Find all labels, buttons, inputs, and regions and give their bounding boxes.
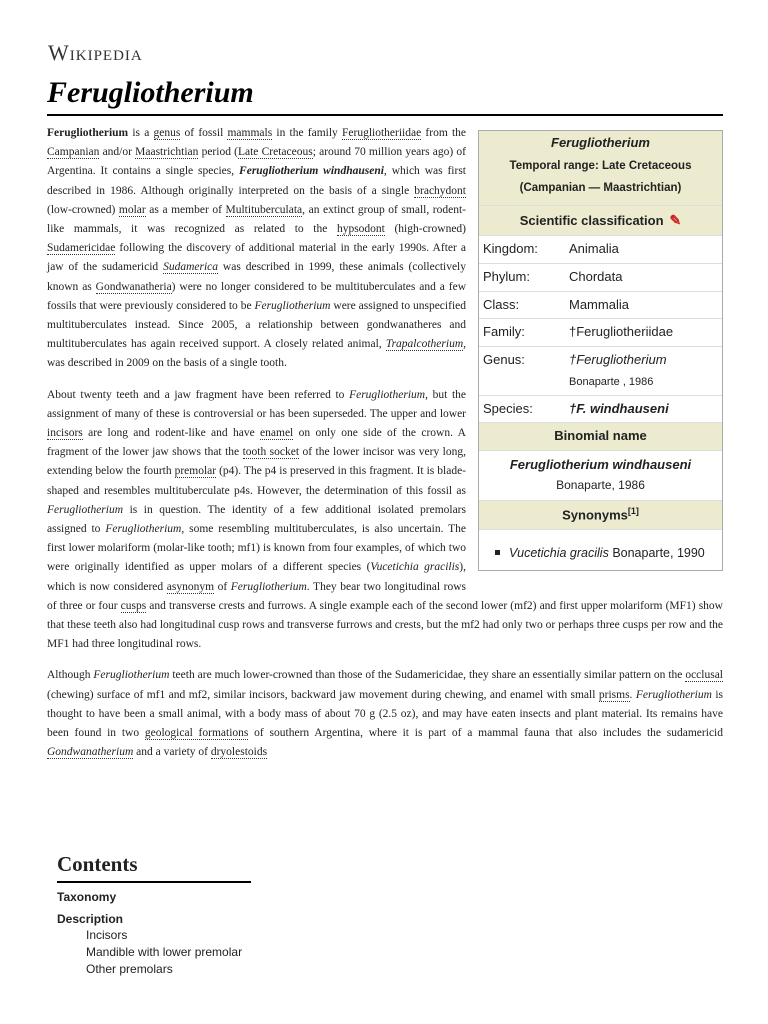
text: is in question. The identity of a few additional isolated premolars assigned to	[47, 503, 466, 536]
synonym-authority[interactable]: Bonaparte, 1990	[612, 546, 705, 561]
text: and a variety of	[133, 746, 211, 759]
text: Vucetichia gracilis	[370, 561, 460, 574]
taxo-authority[interactable]: Bonaparte , 1986	[569, 376, 654, 389]
text: Ferugliotherium	[47, 127, 129, 139]
text: About twenty teeth and a jaw fragment have been referred to	[47, 388, 350, 401]
link-sudamerica[interactable]: Sudamerica	[163, 261, 219, 274]
synonyms-header	[479, 500, 722, 529]
text: is thought to have been a small animal, with a body mass of about 70 g (2.5 oz), and may have eaten insects and plant material. Its remains have been found in two	[47, 688, 724, 740]
text: were assigned to unspecified multituberculates instead. Since 2005, a relationship between gondwanatheres and multituberculates has again received support. A closely related animal,	[47, 299, 466, 351]
edit-pencil-icon[interactable]: ✎	[669, 211, 682, 228]
text: (high-crowned)	[384, 223, 467, 236]
link-multituberculata[interactable]: Multituberculata	[225, 203, 303, 216]
toc-subitem-mandible[interactable]: Mandible with lower premolar	[86, 945, 243, 959]
text: ) were no longer considered to be multituberculates and a few fossils that were previously considered to be	[47, 280, 467, 312]
link-late-cretaceous[interactable]: Late Cretaceous	[237, 146, 313, 159]
binomial-block	[479, 450, 722, 499]
taxo-value[interactable]: Animalia	[569, 240, 619, 256]
link-mammals[interactable]: mammals	[227, 127, 273, 139]
taxo-row-kingdom	[479, 235, 722, 263]
synonyms-label[interactable]: Synonyms	[562, 507, 628, 523]
text: teeth are much lower-crowned than those of the Sudamericidae, they share an essentially similar pattern on the	[169, 669, 686, 682]
text: .	[629, 688, 636, 701]
taxo-label: Genus:	[483, 352, 525, 368]
taxo-label: Kingdom:	[483, 240, 538, 256]
taxobox-name: Ferugliotherium	[551, 135, 650, 150]
link-dryolestoids[interactable]: dryolestoids	[210, 746, 268, 759]
link-molar[interactable]: molar	[118, 203, 146, 216]
temporal-range-value[interactable]: Late Cretaceous	[601, 159, 692, 172]
text: of southern Argentina, where it is part of a mammal fauna that also includes the sudamericid	[248, 727, 723, 740]
link-hypsodont[interactable]: hypsodont	[336, 223, 385, 236]
text: Ferugliotherium	[349, 388, 426, 401]
paragraph-ecology	[47, 666, 723, 762]
link-gondwanatheria[interactable]: Gondwanatheria	[95, 280, 172, 293]
text: from the	[421, 127, 467, 139]
text: and transverse crests and furrows. A single example each of the second lower (mf2) and first upper molariform (MF1) show that these teeth also had longitudinal cusp rows and transverse furrows and crests, but the mf2 had only two or perhaps three cusps per row and the MF1 had three longitudinal rows.	[47, 599, 723, 651]
link-campanian[interactable]: Campanian	[47, 146, 100, 159]
text: Although	[47, 669, 94, 682]
sci-class-label[interactable]: Scientific classification	[519, 212, 664, 228]
taxo-label: Class:	[483, 296, 520, 312]
text: ; around 70 million years ago) of Argentina. It contains a single species,	[47, 146, 466, 178]
link-brachydont[interactable]: brachydont	[414, 184, 466, 197]
taxobox-header	[479, 131, 722, 205]
link-maastrichtian[interactable]: Maastrichtian	[135, 146, 199, 159]
synonym-item	[479, 529, 722, 570]
sci-class-header	[479, 205, 722, 235]
taxo-row-class	[479, 291, 722, 319]
text: Ferugliotherium	[93, 669, 170, 682]
toc-subitem-incisors[interactable]: Incisors	[86, 928, 128, 942]
text: of the lower incisor was very long, extending below the fourth	[47, 446, 466, 478]
text: (low-crowned)	[47, 203, 119, 216]
taxo-row-phylum	[479, 263, 722, 291]
link-trapalcotherium[interactable]: Trapalcotherium	[385, 338, 464, 351]
text: are long and rodent-like and have	[82, 427, 261, 440]
binomial-name: Ferugliotherium windhauseni	[509, 457, 692, 473]
link-tooth-socket[interactable]: tooth socket	[242, 446, 300, 459]
link-sudamericidae[interactable]: Sudamericidae	[47, 242, 116, 255]
text: , but the assignment of many of these is controversial or has been superseded. The upper and lower	[47, 388, 467, 420]
taxo-value[interactable]: Mammalia	[569, 296, 629, 312]
table-of-contents	[57, 852, 251, 978]
link-gondwanatherium[interactable]: Gondwanatherium	[47, 746, 134, 759]
taxo-row-species	[479, 395, 722, 423]
text: Ferugliotherium	[47, 503, 124, 516]
synonyms-ref[interactable]: [1]	[627, 505, 639, 516]
text: as a member of	[145, 203, 226, 216]
text: ), which is now considered	[47, 561, 466, 593]
link-cusps[interactable]: cusps	[120, 599, 147, 612]
text: , which was first described in 1986. Although originally interpreted on the basis of a single	[47, 165, 467, 197]
text: Ferugliotherium	[254, 299, 331, 312]
text: on only one side of the crown. A fragment of the lower jaw shows that the	[47, 427, 466, 459]
link-ferugliotheriidae[interactable]: Ferugliotheriidae	[342, 127, 422, 139]
taxo-label: Family:	[483, 324, 525, 340]
text: Ferugliotherium	[105, 523, 182, 536]
temporal-range	[483, 155, 718, 199]
link-premolar[interactable]: premolar	[174, 465, 217, 478]
link-incisors[interactable]: incisors	[47, 427, 83, 440]
temporal-range-label: Temporal range:	[509, 159, 599, 172]
contents-title: Contents	[57, 852, 251, 883]
taxo-value: †F. windhauseni	[569, 400, 669, 416]
text: (chewing) surface of mf1 and mf2, similar incisors, backward jaw movement during chewing, and enamel with small	[47, 688, 599, 701]
text: and/or	[99, 146, 136, 159]
text: Ferugliotherium	[635, 688, 712, 701]
article-body	[47, 124, 723, 775]
link-synonym[interactable]: asynonym	[166, 580, 215, 593]
link-genus[interactable]: genus	[153, 127, 181, 139]
page-title: Ferugliotherium	[47, 76, 723, 116]
taxo-value-group	[569, 352, 718, 389]
taxo-label: Phylum:	[483, 268, 530, 284]
text: period (	[198, 146, 238, 159]
toc-item-taxonomy[interactable]: Taxonomy	[57, 890, 117, 904]
link-geological-formations[interactable]: geological formations	[144, 727, 249, 740]
text: is a	[128, 127, 154, 139]
taxo-row-genus	[479, 346, 722, 394]
text: in the family	[272, 127, 343, 139]
taxo-value[interactable]: †Ferugliotherium	[569, 352, 667, 368]
binomial-label[interactable]: Binomial name	[554, 428, 647, 444]
taxo-value[interactable]: †Ferugliotheriidae	[569, 324, 674, 340]
text: . They bear two longitudinal rows of three or four	[47, 580, 466, 612]
wikipedia-logo[interactable]: Wikipedia	[48, 40, 143, 65]
text: , some resembling multituberculates, is also uncertain. The first lower molariform (molar-like tooth; mf1) is known from four examples, of which two were originally identified as upper molars of a different species (	[47, 523, 466, 574]
taxo-label: Species:	[483, 400, 533, 416]
taxo-value[interactable]: Chordata	[569, 268, 623, 284]
link-occlusal[interactable]: occlusal	[685, 669, 723, 682]
taxo-row-family	[479, 318, 722, 346]
text: Ferugliotherium	[230, 580, 307, 593]
text: (p4). The p4 is preserved in this fragment. It is blade-shaped and resembles multituberculate p4s. However, the determination of this fossil as	[47, 465, 466, 497]
toc-subitem-other-premolars[interactable]: Other premolars	[86, 962, 173, 976]
binomial-authority[interactable]: Bonaparte, 1986	[556, 478, 645, 493]
text: of	[214, 580, 231, 593]
text: of fossil	[180, 127, 228, 139]
text: , was described in 2009 on the basis of a single tooth.	[47, 338, 466, 370]
text: following the discovery of additional material in the early 1990s. After a jaw of the sudamericid	[47, 242, 466, 274]
temporal-range-sub[interactable]: (Campanian — Maastrichtian)	[519, 181, 682, 194]
synonym-name: Vucetichia gracilis	[509, 546, 609, 561]
link-prisms[interactable]: prisms	[598, 688, 630, 701]
binomial-header	[479, 422, 722, 450]
toc-item-description[interactable]: Description	[57, 912, 124, 926]
text: Ferugliotherium windhauseni	[239, 165, 384, 178]
taxobox	[478, 130, 723, 571]
link-enamel[interactable]: enamel	[260, 427, 294, 440]
text: was described in 1999, these animals (collectively known as	[47, 261, 467, 293]
text: , an extinct group of small, rodent-like mammals, it was recognized as related to the	[47, 203, 466, 236]
